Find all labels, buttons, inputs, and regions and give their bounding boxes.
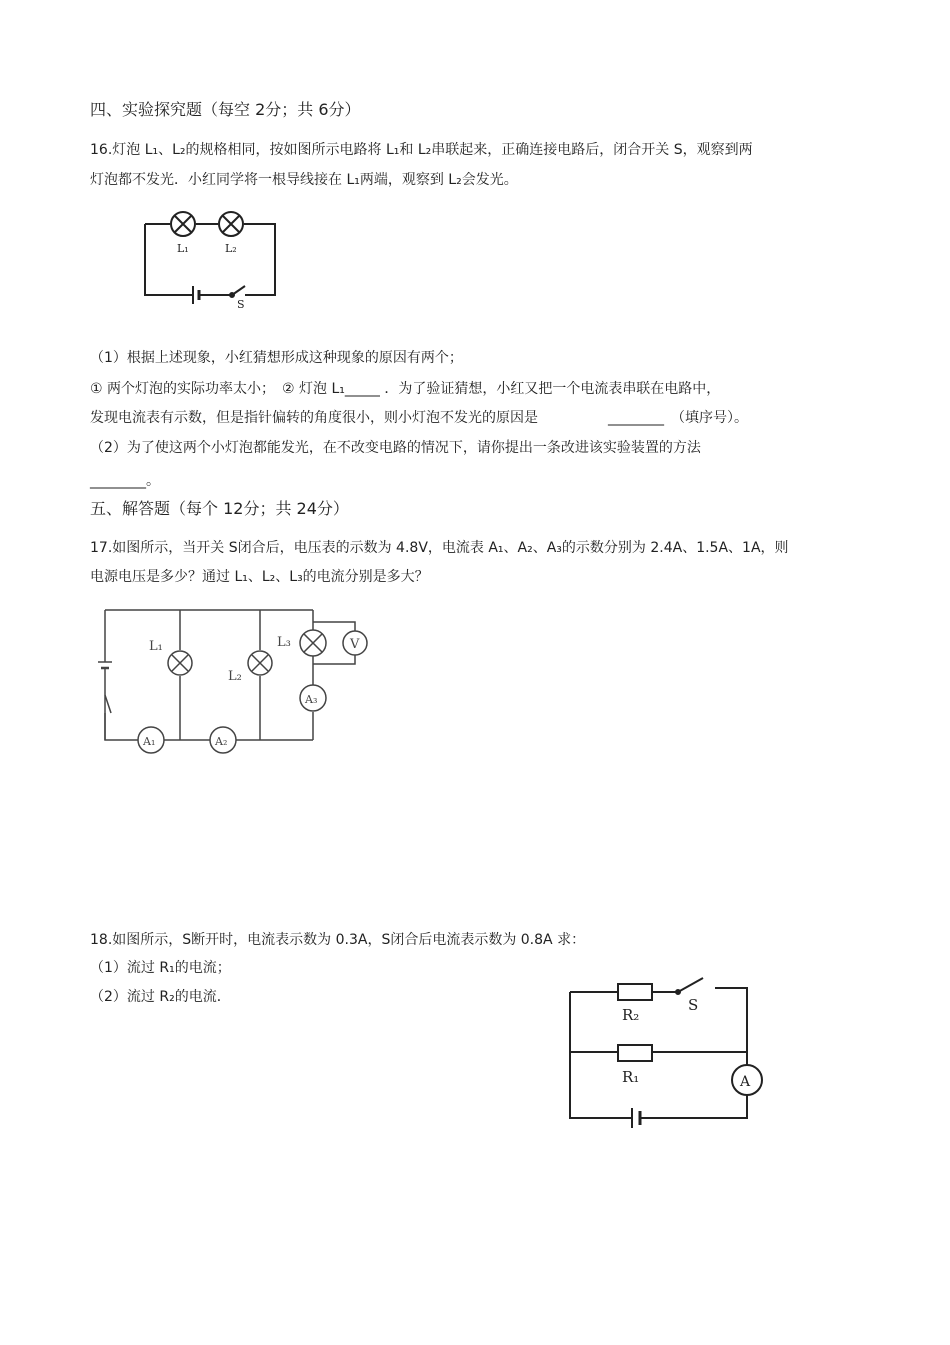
q18-r1-label: R₁	[622, 1068, 640, 1086]
q16-lamp-2-label: L₂	[225, 242, 237, 255]
q16-circuit-diagram	[135, 200, 285, 310]
q17-a1-label: A₁	[143, 735, 156, 748]
section-5-title: 五、解答题（每个 12分；共 24分）	[90, 499, 349, 518]
q18-line-1: 18.如图所示，S断开时，电流表示数为 0.3A，S闭合后电流表示数为 0.8A 求：	[90, 932, 586, 948]
q16-part-2-blank: ________。	[90, 473, 160, 489]
q18-r2-label: R₂	[622, 1006, 640, 1024]
q16-part-1-options: ① 两个灯泡的实际功率太小； ② 灯泡 L₁_____ ．为了验证猜想，小红又把一个电流表串联在电路中，	[90, 381, 721, 397]
q17-line-2: 电源电压是多少？通过 L₁、L₂、L₃的电流分别是多大？	[90, 569, 429, 585]
q17-circuit-diagram	[95, 600, 385, 760]
q16-line-1: 16.灯泡 L₁、L₂的规格相同，按如图所示电路将 L₁和 L₂串联起来，正确连接电路后，闭合开关 S，观察到两	[90, 142, 753, 158]
q18-ammeter-label: A	[740, 1074, 751, 1090]
q18-part-1: （1）流过 R₁的电流；	[90, 960, 231, 976]
section-4-title: 四、实验探究题（每空 2分；共 6分）	[90, 100, 361, 119]
q17-a3-label: A₃	[305, 693, 318, 706]
q16-part-1-question: 发现电流表有示数，但是指针偏转的角度很小，则小灯泡不发光的原因是 ________ （填序号）。	[90, 410, 748, 426]
q16-switch-label: S	[237, 298, 245, 310]
q17-a2-label: A₂	[215, 735, 228, 748]
q17-l2-label: L₂	[228, 669, 242, 684]
q18-switch-label: S	[688, 996, 699, 1014]
q18-circuit-diagram	[560, 970, 785, 1135]
q16-part-2: （2）为了使这两个小灯泡都能发光，在不改变电路的情况下，请你提出一条改进该实验装置的方法	[90, 440, 701, 456]
q16-part-1: （1）根据上述现象，小红猜想形成这种现象的原因有两个；	[90, 350, 463, 366]
q16-line-2: 灯泡都不发光．小红同学将一根导线接在 L₁两端，观察到 L₂会发光。	[90, 172, 518, 188]
q17-line-1: 17.如图所示，当开关 S闭合后，电压表的示数为 4.8V，电流表 A₁、A₂、A₃的示数分别为 2.4A、1.5A、1A，则	[90, 540, 789, 556]
q17-voltmeter-label: V	[350, 637, 360, 652]
q16-lamp-1-label: L₁	[177, 242, 189, 255]
q17-l3-label: L₃	[277, 635, 291, 650]
q17-l1-label: L₁	[149, 639, 163, 654]
q18-part-2: （2）流过 R₂的电流．	[90, 989, 231, 1005]
